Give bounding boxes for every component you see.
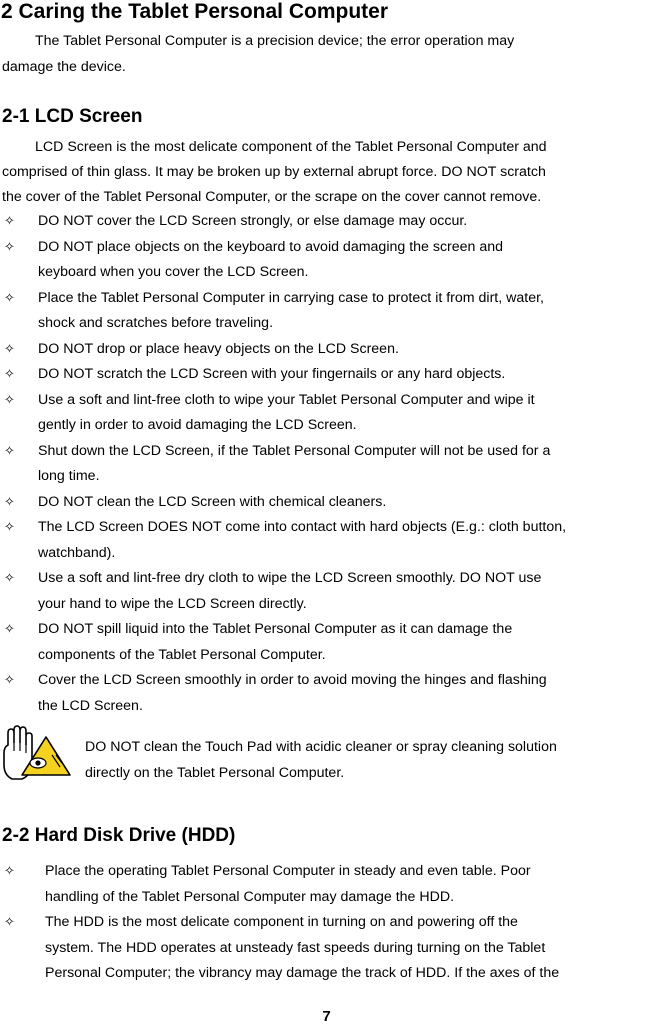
lcd-bullet-item: [4, 209, 467, 235]
lcd-bullet-item-text: Shut down the LCD Screen, if the Tablet Personal Computer will not be used for a: [38, 442, 551, 459]
diamond-bullet-icon: ✧: [4, 214, 15, 229]
lcd-bullet-item: [4, 362, 505, 388]
lcd-bullet-item-text: DO NOT spill liquid into the Tablet Personal Computer as it can damage the: [38, 621, 513, 637]
lcd-bullet-item: [4, 617, 512, 668]
diamond-bullet-icon: ✧: [4, 864, 15, 879]
lcd-bullet-item-text: DO NOT clean the LCD Screen with chemical cleaners.: [38, 493, 387, 510]
lcd-bullet-item-text: keyboard when you cover the LCD Screen.: [38, 264, 309, 280]
diamond-bullet-icon: ✧: [4, 392, 15, 408]
lcd-bullet-item-text: your hand to wipe the LCD Screen directly.: [38, 595, 307, 612]
intro-line-2: damage the device.: [2, 59, 126, 75]
diamond-bullet-icon: ✧: [4, 520, 15, 535]
hdd-bullet-item: [4, 910, 559, 987]
lcd-bullet-item-text: DO NOT place objects on the keyboard to avoid damaging the screen and: [38, 238, 504, 255]
diamond-bullet-icon: ✧: [4, 239, 15, 255]
diamond-bullet-icon: ✧: [4, 443, 15, 459]
diamond-bullet-icon: ✧: [4, 290, 15, 306]
hdd-bullet-item: [4, 859, 531, 910]
diamond-bullet-icon: ✧: [4, 673, 15, 688]
intro-line-1: The Tablet Personal Computer is a precision device; the error operation may: [35, 33, 515, 49]
lcd-bullet-item-text: DO NOT drop or place heavy objects on the LCD Screen.: [38, 340, 399, 357]
lcd-bullet-item-text: DO NOT scratch the LCD Screen with your fingernails or any hard objects.: [38, 366, 506, 382]
diamond-bullet-icon: ✧: [4, 494, 15, 510]
lcd-paragraph-line-1: LCD Screen is the most delicate component of the Tablet Personal Computer and: [35, 139, 547, 155]
caution-note: [85, 735, 557, 786]
lcd-bullet-item-text: shock and scratches before traveling.: [38, 315, 274, 331]
lcd-paragraph-line-3: the cover of the Tablet Personal Computer, or the scrape on the cover cannot remove.: [2, 189, 542, 205]
lcd-bullet-item: [4, 235, 503, 286]
diamond-bullet-icon: ✧: [4, 367, 15, 382]
diamond-bullet-icon: ✧: [4, 571, 15, 586]
lcd-bullet-item: [4, 515, 566, 566]
lcd-bullet-item-text: Place the Tablet Personal Computer in carrying case to protect it from dirt, water,: [38, 289, 544, 306]
lcd-bullet-item-text: The LCD Screen DOES NOT come into contact with hard objects (E.g.: cloth button,: [38, 519, 567, 535]
hdd-bullet-item-text: The HDD is the most delicate component in turning on and powering off the: [45, 914, 518, 930]
caution-hand-icon: [0, 725, 72, 783]
lcd-bullet-item: [4, 388, 535, 439]
diamond-bullet-icon: ✧: [4, 622, 15, 637]
lcd-bullet-item: [4, 566, 541, 617]
lcd-bullet-item: [4, 337, 399, 363]
lcd-bullet-item-text: Cover the LCD Screen smoothly in order to avoid moving the hinges and flashing: [38, 672, 547, 688]
lcd-bullet-item: [4, 439, 550, 490]
caution-note-line-2: directly on the Tablet Personal Computer.: [85, 764, 345, 781]
page-number: 7: [322, 1008, 331, 1025]
lcd-bullet-item-text: components of the Tablet Personal Computer.: [38, 646, 326, 663]
lcd-bullet-item-text: Use a soft and lint-free dry cloth to wipe the LCD Screen smoothly. DO NOT use: [38, 570, 542, 586]
caution-note-line-1: DO NOT clean the Touch Pad with acidic cleaner or spray cleaning solution: [85, 739, 557, 755]
lcd-paragraph-line-2: comprised of thin glass. It may be broken up by external abrupt force. DO NOT scratch: [2, 164, 546, 180]
lcd-bullet-item: [4, 668, 547, 719]
lcd-bullet-item: [4, 490, 386, 516]
lcd-bullet-item-text: long time.: [38, 468, 100, 484]
hdd-bullet-item-text: Personal Computer; the vibrancy may damage the track of HDD. If the axes of the: [45, 965, 560, 981]
lcd-heading: 2-1 LCD Screen: [2, 106, 143, 127]
diamond-bullet-icon: ✧: [4, 341, 15, 357]
lcd-bullet-item-text: the LCD Screen.: [38, 697, 143, 714]
lcd-bullet-item-text: watchband).: [38, 544, 116, 561]
lcd-bullet-item-text: gently in order to avoid damaging the LCD Screen.: [38, 417, 357, 433]
diamond-bullet-icon: ✧: [4, 915, 15, 930]
hdd-bullet-item-text: Place the operating Tablet Personal Computer in steady and even table. Poor: [45, 863, 531, 879]
section-title: 2 Caring the Tablet Personal Computer: [1, 0, 389, 23]
hdd-bullet-item-text: system. The HDD operates at unsteady fast speeds during turning on the Tablet: [45, 939, 546, 956]
lcd-bullet-item-text: DO NOT cover the LCD Screen strongly, or else damage may occur.: [38, 213, 468, 229]
hdd-heading: 2-2 Hard Disk Drive (HDD): [2, 825, 236, 846]
lcd-bullet-item-text: Use a soft and lint-free cloth to wipe your Tablet Personal Computer and wipe it: [38, 391, 535, 408]
hdd-bullet-item-text: handling of the Tablet Personal Computer may damage the HDD.: [45, 888, 455, 905]
lcd-bullet-item: [4, 286, 544, 337]
